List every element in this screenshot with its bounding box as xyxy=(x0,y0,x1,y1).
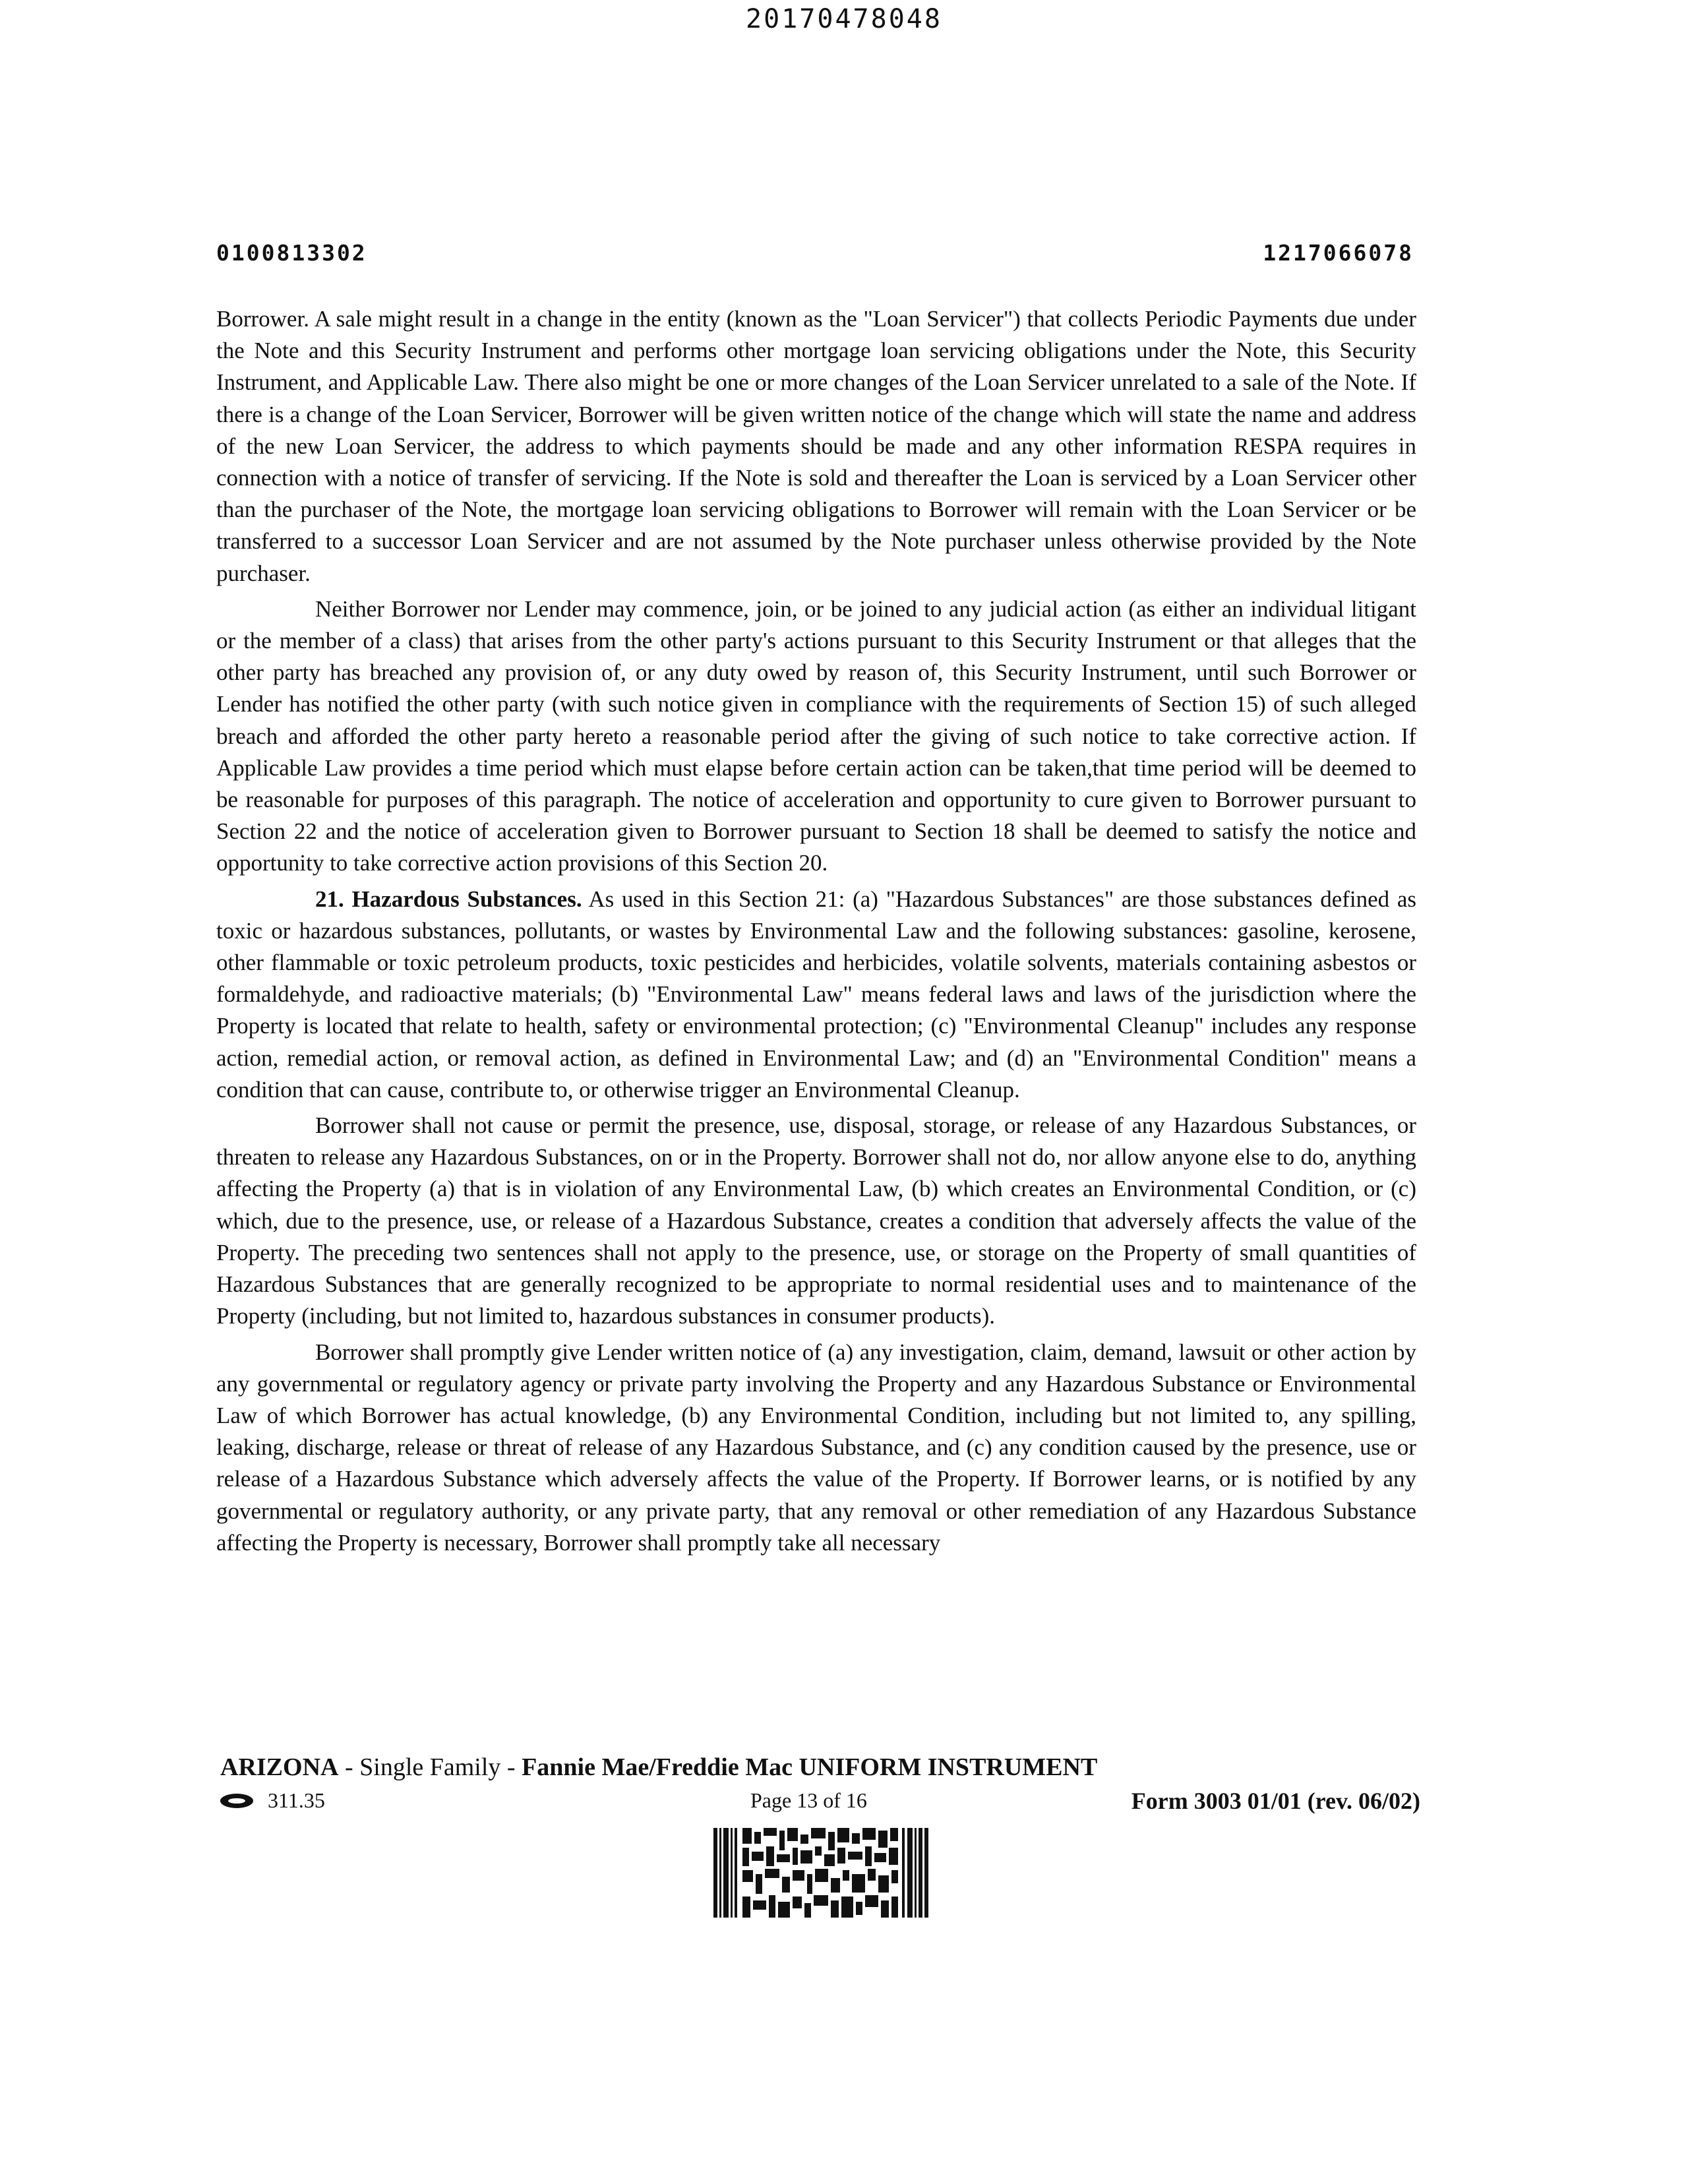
footer-state: ARIZONA xyxy=(220,1753,339,1781)
barcode-icon xyxy=(713,1828,928,1918)
loan-number: 0100813302 xyxy=(216,240,367,266)
form-code: 311.35 xyxy=(268,1788,325,1812)
footer-row xyxy=(220,1787,1420,1820)
footer-form-title xyxy=(220,1753,1097,1782)
page-number: Page 13 of 16 xyxy=(750,1788,867,1812)
paragraph-loan-servicer: Borrower. A sale might result in a change in the entity (known as the "Loan Servicer") that collects Periodic Payments due under the Note and this Security Instrument and performs other mortgage loan servicing obligations under the Note, this Security Instrument, and Applicable Law. There also might be one or more changes of the Loan Servicer unrelated to a sale of the Note. If there is a change of the Loan Servicer, Borrower will be given written notice of the change which will state the name and address of the new Loan Servicer, the address to which payments should be made and any other information RESPA requires in connection with a notice of transfer of servicing. If the Note is sold and thereafter the Loan is serviced by a Loan Servicer other than the purchaser of the Note, the mortgage loan servicing obligations to Borrower will remain with the Loan Servicer or be transferred to a successor Loan Servicer and are not assumed by the Note purchaser unless otherwise provided by the Note purchaser. xyxy=(216,306,1416,586)
recording-document-number: 20170478048 xyxy=(746,4,942,34)
section-21-hazardous-substances xyxy=(216,884,1416,1106)
paragraph-hazardous-prohibitions: Borrower shall not cause or permit the presence, use, disposal, storage, or release of any Hazardous Substances, or threaten to release any Hazardous Substances, on or in the Property. Borrower shall not do, nor allow anyone else to do, anything affecting the Property (a) that is in violation of any Environmental Law, (b) which creates an Environmental Condition, or (c) which, due to the presence, use, or release of a Hazardous Substance, creates a condition that adversely affects the value of the Property. The preceding two sentences shall not apply to the presence, use, or storage on the Property of small quantities of Hazardous Substances that are generally recognized to be appropriate to normal residential uses and to maintenance of the Property (including, but not limited to, hazardous substances in consumer products). xyxy=(216,1112,1416,1329)
footer-form-type: - Single Family - xyxy=(338,1753,522,1781)
footer-instrument: Fannie Mae/Freddie Mac UNIFORM INSTRUMENT xyxy=(522,1753,1098,1781)
paragraph-notice-of-grievance: Neither Borrower nor Lender may commence, join, or be joined to any judicial action (as either an individual litigant or the member of a class) that arises from the other party's actions pursuant to this Security Instrument or that alleges that the other party has breached any provision of, or any duty owed by reason of, this Security Instrument, until such Borrower or Lender has notified the other party (with such notice given in compliance with the requirements of Section 15) of such alleged breach and afforded the other party hereto a reasonable period after the giving of such notice to take corrective action. If Applicable Law provides a time period which must elapse before certain action can be taken,that time period will be deemed to be reasonable for purposes of this paragraph. The notice of acceleration and opportunity to cure given to Borrower pursuant to Section 22 and the notice of acceleration given to Borrower pursuant to Section 18 shall be deemed to satisfy the notice and opportunity to take corrective action provisions of this Section 20. xyxy=(216,595,1416,876)
min-number: 1217066078 xyxy=(1263,240,1414,266)
vmp-logo-icon xyxy=(220,1794,253,1808)
section-text: As used in this Section 21: (a) "Hazardous Substances" are those substances defined as toxic or hazardous substances, pollutants, or wastes by Environmental Law and the following substances: gasoline, kerosene, other flammable or toxic petroleum products, toxic pesticides and herbicides, volatile solvents, materials containing asbestos or formaldehyde, and radioactive materials; (b) "Environmental Law" means federal laws and laws of the jurisdiction where the Property is located that relate to health, safety or environmental protection; (c) "Environmental Cleanup" includes any response action, remedial action, or removal action, as defined in Environmental Law; and (d) an "Environmental Condition" means a condition that can cause, contribute to, or otherwise trigger an Environmental Cleanup. xyxy=(216,886,1417,1103)
document-body xyxy=(216,303,1416,1563)
section-heading: 21. Hazardous Substances. xyxy=(315,886,582,912)
form-number: Form 3003 01/01 (rev. 06/02) xyxy=(1131,1788,1420,1814)
paragraph-hazardous-notice: Borrower shall promptly give Lender written notice of (a) any investigation, claim, demand, lawsuit or other action by any governmental or regulatory agency or private party involving the Property and any Hazardous Substance or Environmental Law of which Borrower has actual knowledge, (b) any Environmental Condition, including but not limited to, any spilling, leaking, discharge, release or threat of release of any Hazardous Substance, and (c) any condition caused by the presence, use or release of a Hazardous Substance which adversely affects the value of the Property. If Borrower learns, or is notified by any governmental or regulatory authority, or any private party, that any removal or other remediation of any Hazardous Substance affecting the Property is necessary, Borrower shall promptly take all necessary xyxy=(216,1339,1416,1556)
